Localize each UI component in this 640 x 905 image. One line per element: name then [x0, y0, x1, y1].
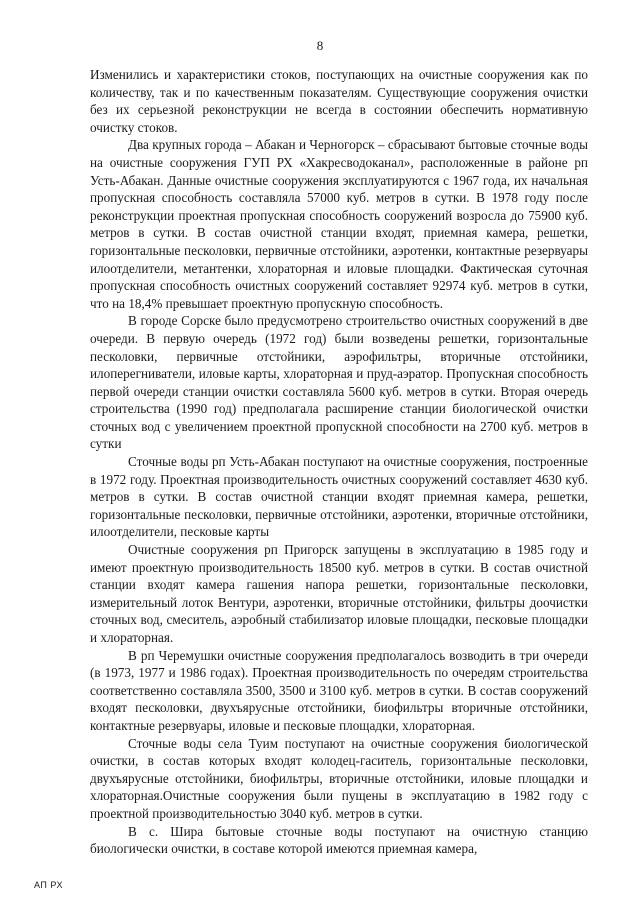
- paragraph: Сточные воды рп Усть-Абакан поступают на очистные сооружения, построенные в 1972 году. Проектная производительность очистных сооружений составляет 4630 куб. метров в сутки. В состав очистной станции входят приемная камера, решетки, горизонтальные песколовки, первичные отстойники, аэротенки, вторичные отстойники, илоотделители, песковые карты: [90, 454, 588, 540]
- paragraph: В рп Черемушки очистные сооружения предполагалось возводить в три очереди (в 1973, 1977 и 1986 годах). Проектная производительность по очередям строительства соответственно составляла 3500, 3500 и 3100 куб. метров в сутки. В состав сооружений входят песколовки, двухъярусные отстойники, биофильтры вторичные отстойники, контактные резервуары, иловые и песковые площадки, хлораторная.: [90, 647, 588, 733]
- paragraph: В городе Сорске было предусмотрено строительство очистных сооружений в две очереди. В первую очередь (1972 год) были возведены решетки, горизонтальные песколовки, первичные отстойники, аэрофильтры, вторичные отстойники, илоперегниватели, иловые карты, хлораторная и пруд-аэратор. Пропускная способность первой очереди станции очистки составляла 5600 куб. метров в сутки. Вторая очередь строительства (1990 год) предполагала расширение станции биологической очистки сточных вод с увеличением проектной пропускной способности на 2700 куб. метров в сутки: [90, 313, 588, 452]
- paragraph: Изменились и характеристики стоков, поступающих на очистные сооружения как по количеству, так и по качественным показателям. Существующие сооружения очистки без их серьезной реконструкции не всегда в состоянии обеспечить нормативную очистку стоков.: [90, 67, 588, 135]
- page-number: 8: [316, 38, 324, 53]
- paragraph: Сточные воды села Туим поступают на очистные сооружения биологической очистки, в состав которых входят колодец-гаситель, горизонтальные песколовки, двухъярусные отстойники, биофильтры, вторичные отстойники, иловые площадки и хлораторная.Очистные сооружения были пущены в эксплуатацию в 1982 году с проектной производительностью 3040 куб. метров в сутки.: [90, 735, 588, 821]
- paragraph: Очистные сооружения рп Пригорск запущены в эксплуатацию в 1985 году и имеют проектную производительность 18500 куб. метров в сутки. В состав очистной станции входят камера гашения напора решетки, горизонтальные песколовки, измерительный лоток Вентури, аэротенки, вторичные отстойники, фильтры доочистки сточных вод, смеситель, аэробный стабилизатор иловые площадки, песковые площадки и хлораторная.: [90, 542, 588, 645]
- footer-code: АП РХ: [34, 880, 63, 890]
- document-body: [90, 66, 588, 858]
- paragraph: Два крупных города – Абакан и Черногорск – сбрасывают бытовые сточные воды на очистные сооружения ГУП РХ «Хакресводоканал», расположенные в районе рп Усть-Абакан. Данные очистные сооружения эксплуатируются с 1967 года, их начальная пропускная способность составляла 57000 куб. метров в сутки. В 1978 году после реконструкции проектная пропускная способность сооружений возросла до 75900 куб. метров в сутки. В состав очистной станции входят, приемная камера, решетки, горизонтальные песколовки, первичные отстойники, аэротенки, контактные резервуары илоотделители, метантенки, хлораторная и иловые площадки. Фактическая суточная пропускная способность очистных сооружений составляет 92974 куб. метров в сутки, что на 18,4% превышает проектную пропускную способность.: [90, 137, 588, 311]
- paragraph: В с. Шира бытовые сточные воды поступают на очистную станцию биологически очистки, в составе которой имеются приемная камера,: [90, 823, 588, 857]
